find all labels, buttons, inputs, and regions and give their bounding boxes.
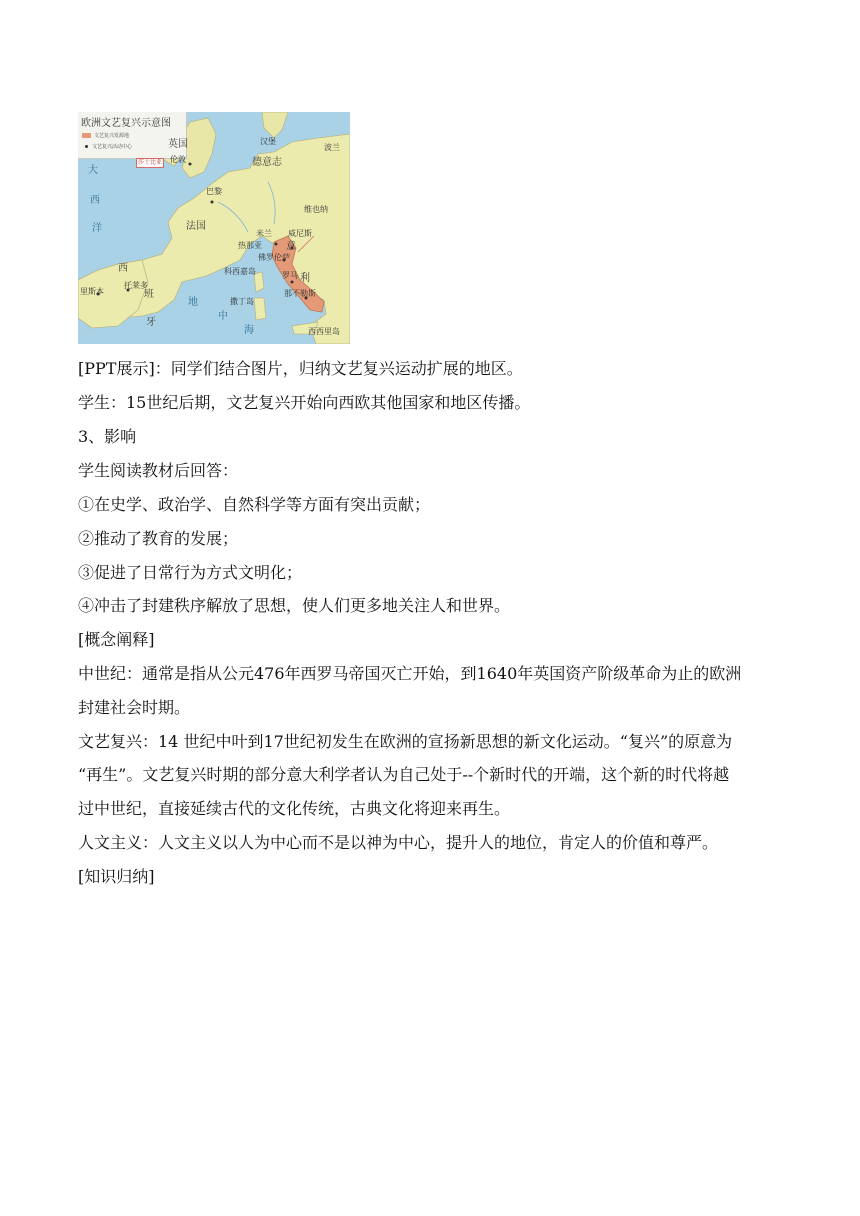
map-title: 欧洲文艺复兴示意图 <box>81 118 171 129</box>
influence-item-4: ④冲击了封建秩序解放了思想，使人们更多地关注人和世界。 <box>78 596 511 615</box>
student-read-prompt: 学生阅读教材后回答： <box>78 461 239 480</box>
ppt-prompt: [PPT展示]：同学们结合图片，归纳文艺复兴运动扩展的地区。 <box>78 359 523 378</box>
label-florence: 佛罗伦萨 <box>258 253 290 262</box>
label-corsica: 科西嘉岛 <box>224 267 256 276</box>
label-spain-3: 牙 <box>146 317 156 328</box>
label-lisbon: 里斯本 <box>80 287 104 296</box>
label-sardinia: 撒丁岛 <box>230 297 254 306</box>
label-med-1: 地 <box>188 297 198 308</box>
concept-renaissance-line-3: 过中世纪，直接延续古代的文化传统，古典文化将迎来再生。 <box>78 799 511 818</box>
legend-center-label: 文艺复兴活动中心 <box>92 144 133 150</box>
label-england: 英国 <box>168 139 188 150</box>
label-spain-2: 班 <box>144 289 154 300</box>
label-poland: 波兰 <box>324 143 340 152</box>
label-sicily: 西西里岛 <box>308 327 340 336</box>
influence-item-1: ①在史学、政治学、自然科学等方面有突出贡献； <box>78 495 431 514</box>
label-box: 莎士比亚 <box>138 159 163 166</box>
center-dot-icon <box>85 145 88 148</box>
renaissance-map <box>78 112 350 344</box>
concept-renaissance-line-2: “再生”。文艺复兴时期的部分意大利学者认为自己处于--个新时代的开端，这个新的时代将越 <box>78 765 730 784</box>
label-med-2: 中 <box>218 311 228 322</box>
influence-item-3: ③促进了日常行为方式文明化； <box>78 563 303 582</box>
label-paris: 巴黎 <box>206 187 222 196</box>
label-hamburg: 汉堡 <box>260 137 276 146</box>
student-answer: 学生：15世纪后期，文艺复兴开始向西欧其他国家和地区传播。 <box>78 393 531 412</box>
knowledge-summary-heading: [知识归纳] <box>78 867 155 886</box>
section-heading-influence: 3、影响 <box>78 427 137 446</box>
map-legend <box>78 112 187 159</box>
label-toledo: 托莱多 <box>124 281 148 290</box>
label-naples: 那不勒斯 <box>284 289 316 298</box>
concept-renaissance-line-1: 文艺复兴：14 世纪中叶到17世纪初发生在欧洲的宣扬新思想的新文化运动。“复兴”的原意为 <box>78 732 733 751</box>
label-rome: 罗马 <box>282 271 298 280</box>
label-london: 伦敦 <box>170 155 186 164</box>
concept-middle-ages-line-1: 中世纪：通常是指从公元476年西罗马帝国灭亡开始，到1640年英国资产阶级革命为止的欧洲 <box>78 664 742 683</box>
legend-center-entry <box>82 143 132 150</box>
legend-region-label: 文艺复兴发源地 <box>94 133 130 139</box>
label-germany: 德意志 <box>252 157 282 168</box>
label-spain-1: 西 <box>118 263 128 274</box>
concept-heading: [概念阐释] <box>78 630 155 649</box>
label-milan: 米兰 <box>256 229 272 238</box>
influence-item-2: ②推动了教育的发展； <box>78 529 239 548</box>
concept-humanism: 人文主义：人文主义以人为中心而不是以神为中心，提升人的地位，肯定人的价值和尊严。 <box>78 833 719 852</box>
region-swatch <box>82 133 91 138</box>
legend-region-entry <box>82 132 129 139</box>
label-vienna: 维也纳 <box>304 205 328 214</box>
label-italy-3: 利 <box>300 273 310 284</box>
label-venice: 威尼斯 <box>288 229 312 238</box>
label-genoa: 热那亚 <box>238 241 262 250</box>
label-med-3: 海 <box>244 325 254 336</box>
label-atlantic-2: 西 <box>90 195 100 206</box>
label-atlantic-1: 大 <box>88 165 98 176</box>
concept-middle-ages-line-2: 封建社会时期。 <box>78 698 191 717</box>
label-france: 法国 <box>186 221 206 232</box>
label-atlantic-3: 洋 <box>92 223 102 234</box>
label-italy-1: 意 <box>286 241 296 252</box>
